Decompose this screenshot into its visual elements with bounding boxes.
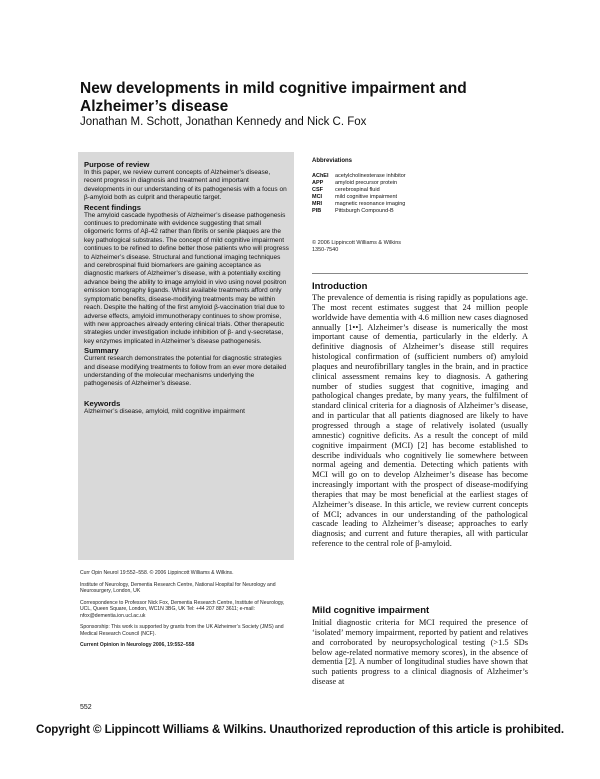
abbreviations-table [312,173,406,215]
abbreviations-box [312,158,532,215]
abbrev-value: mild cognitive impairment [335,194,398,200]
copyright-issn [312,240,401,254]
page-number: 552 [80,704,92,711]
summary-heading: Summary [84,346,119,356]
mci-text: Initial diagnostic criteria for MCI required the presence of ‘isolated’ memory impairment, reported by patient and relatives and corroborated by neuropsychological testing (>1.5 SDs below age-related normative memory scores), in the absence of dementia [2]. A number of longitudinal studies have shown that such patients progress to a clinical diagnosis of Alzheimer’s disease at [312,618,528,687]
divider [312,273,528,274]
abbreviations-heading: Abbreviations [312,158,353,164]
article-title: New developments in mild cognitive impairment and Alzheimer’s disease [80,80,467,115]
abbrev-row [312,201,406,208]
abstract-box [78,152,294,560]
copyright-line: © 2006 Lippincott Williams & Wilkins [312,240,402,246]
abbrev-key: CSF [312,187,323,193]
article-authors: Jonathan M. Schott, Jonathan Kennedy and Nick C. Fox [80,116,367,128]
abbrev-row [312,208,406,215]
purpose-heading: Purpose of review [84,160,150,169]
abbrev-key: AChEI [312,173,329,179]
abbrev-row [312,180,406,187]
abbrev-value: acetylcholinesterase inhibitor [335,173,406,179]
footnotes [80,570,296,654]
abbrev-value: amyloid precursor protein [335,180,398,186]
keywords-heading: Keywords [84,398,121,408]
copyright-banner: Copyright © Lippincott Williams & Wilkins. Unauthorized reproduction of this article is prohibited. [36,723,564,736]
abbrev-key: APP [312,180,324,186]
abbrev-value: magnetic resonance imaging [335,201,406,207]
findings-heading: Recent findings [84,202,141,212]
keywords-text: Alzheimer’s disease, amyloid, mild cognitive impairment [84,407,245,415]
abbrev-value: Pittsburgh Compound-B [335,208,394,214]
summary-text: Current research demonstrates the potential for diagnostic strategies and disease modifying treatments to follow from an ever more detailed understanding of the molecular mechanisms underlying the pathogenesis of Alzheimer’s disease. [84,355,287,388]
abbrev-key: PIB [312,208,322,214]
purpose-text: In this paper, we review current concepts of Alzheimer’s disease, recent progress in diagnosis and treatment and important developments in our understanding of its pathogenesis with a focus on β-amyloid both as culprit and therapeutic target. [84,169,287,202]
introduction-heading: Introduction [312,281,368,292]
issn-line: 1350-7540 [312,247,339,253]
affiliation-note: Institute of Neurology, Dementia Research Centre, National Hospital for Neurology and Neurosurgery, London, UK [80,581,276,594]
abbrev-key: MCI [312,194,323,200]
abbrev-row [312,194,406,201]
mci-heading: Mild cognitive impairment [312,605,430,616]
journal-reference: Current Opinion in Neurology 2006, 19:552–558 [80,642,195,648]
abbrev-row [312,173,406,180]
abbrev-value: cerebrospinal fluid [335,187,380,193]
citation-note: Curr Opin Neurol 19:552–558. © 2006 Lippincott Williams & Wilkins. [80,570,234,576]
abbrev-key: MRI [312,201,323,207]
introduction-text: The prevalence of dementia is rising rapidly as populations age. The most recent estimates suggest that 24 million people worldwide have dementia with 4.6 million new cases diagnosed annually [1••]. Alzheimer’s disease is numerically the most important cause of dementia, particularly in the elderly. A definitive diagnosis of Alzheimer’s disease still requires histological confirmation of (sufficient numbers of) amyloid plaques and neurofibrillary tangles in the brain, and in practice clinical assessment remains key to diagnosis. A gathering number of studies suggest that cognitive, imaging and pathological changes predate, by many years, the fulfilment of standard clinical criteria for a diagnosis of Alzheimer’s disease, and in particular that all patients diagnosed are likely to have progressed through a stage of relatively isolated (usually amnestic) cognitive deficits. As a result the concept of mild cognitive impairment (MCI) [2] has become established to describe individuals who cognitively lie somewhere between normal ageing and dementia. Detecting which patients with MCI will go on to develop Alzheimer’s disease has become increasingly important with the prospect of disease-modifying therapies that may be most beneficial at the earliest stages of Alzheimer’s disease. In this article, we review current concepts of MCI; advances in our understanding of the pathological cascade leading to Alzheimer’s disease; approaches to early diagnosis; and current and future therapies, all with particular reference to the central role of β-amyloid. [312,293,528,549]
sponsorship-note: Sponsorship: This work is supported by grants from the UK Alzheimer’s Society (JMS) and Medical Research Council (NCF). [80,624,284,637]
findings-text: The amyloid cascade hypothesis of Alzheimer’s disease pathogenesis continues to predominate with evidence suggesting that small oligomeric forms of Aβ-42 rather than fibrils or senile plaques are the key pathological substrates. The concept of mild cognitive impairment continues to be refined to define better those patients who will progress to Alzheimer’s disease. Structural and functional imaging techniques and cerebrospinal fluid biomarkers are gaining acceptance as diagnostic markers of Alzheimer’s disease, with a potentially exciting advance being the ability to image amyloid in vivo using novel positron emission tomography ligands. Whilst available treatments afford only symptomatic benefits, disease-modifying treatments may be within reach. Despite the halting of the first amyloid β-vaccination trial due to adverse effects, amyloid immunotherapy continues to show promise, with new approaches already entering clinical trials. Other therapeutic strategies under investigation include inhibition of β- and γ-secretase, key enzymes implicated in Alzheimer’s disease pathogenesis. [84,211,289,345]
correspondence-note: Correspondence to Professor Nick Fox, Dementia Research Centre, Institute of Neurology, UCL, Queen Square, London, WC1N 3BG, UK Tel: +44 207 887 3611; e-mail: nfox@dementia.ion.ucl.ac.uk [80,599,285,619]
abbrev-row [312,187,406,194]
